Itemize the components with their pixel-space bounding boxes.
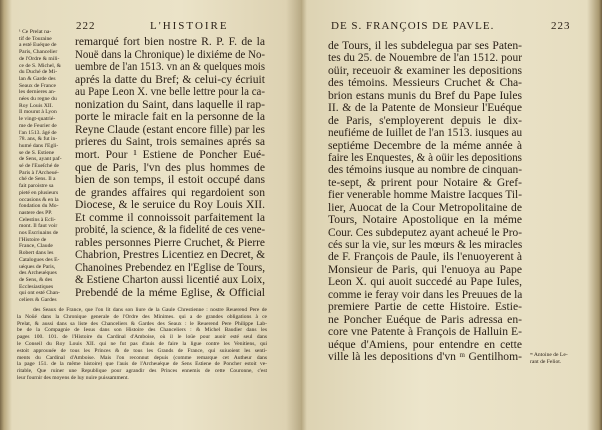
margin-note-line: des Archeuéques — [19, 270, 57, 277]
main-text-line: au Pape Leon X. vne belle lettre pour la ca- — [75, 85, 265, 99]
margin-note-line: 78. ans, & fut in- — [19, 136, 58, 143]
main-text-line: des témoins. Messieurs Cruchet & Cha- — [328, 76, 522, 90]
main-text-line: te-sept, & prirent pour Notaire & Gref- — [328, 175, 522, 189]
margin-note-line: Il mourut à Lyon — [19, 109, 57, 116]
margin-note-line: me de Feurier de — [19, 122, 57, 129]
footnote-line: des Seaux de France, que l'on lit dans son liure de la Gaule Chrestienne : nostre Reuerend Pere de — [33, 307, 267, 313]
main-text-line: de Paris, s'employerent depuis le dix- — [328, 113, 522, 127]
margin-note-line: les dernieres an- — [19, 89, 56, 96]
margin-note-line: France, Claude — [19, 243, 53, 250]
main-text-line: premiere Partie de cette Histoire. Estie- — [328, 300, 522, 314]
main-text-line: que de Paris, l'vn des plus hommes de — [75, 160, 265, 174]
main-text-line: nonization du Saint, dans laquelle il rap- — [75, 97, 265, 111]
main-text-line: tes du 25. de Nouembre de l'an 1512. pour — [328, 51, 522, 65]
margin-note-line: celiers & Gardes — [19, 297, 57, 303]
main-text-line: septiéme Decembre de la méme année à — [328, 138, 522, 152]
main-text-line: bien de son temps, il estoit occupé dans — [75, 173, 265, 187]
margin-note-line: de Sens, & des — [19, 276, 53, 283]
margin-note-line: mont. Il faut voir — [19, 223, 58, 230]
footnote-line: estoit approuuée de tous les Princes & de tous les Grands de France, qui suiuoient les senti- — [17, 347, 267, 354]
margin-note-line: nées du regne du — [19, 96, 57, 102]
margin-note-line: l'an 1513. âgé de — [19, 129, 57, 136]
main-text-line: uéque d'Amiens, pour entendre en cette — [328, 337, 522, 351]
main-text-line: Et comme il connoissoit parfaitement la — [75, 210, 265, 224]
footnote-line: be de la Compagnie de Iesus dans son Histoire des Chanceliers : & Michel Baudier dans les — [17, 327, 267, 334]
main-text-line: rables personnes Pierre Cruchet, & Pierre — [75, 235, 265, 249]
main-text-line: des témoins iusque au nombre de cinquan- — [328, 163, 522, 177]
margin-note-line: tif de Touraine — [19, 35, 52, 42]
margin-note-line: qui ont esté Chan- — [19, 290, 60, 297]
margin-note-line: de Sens, ayant paf- — [19, 156, 62, 163]
main-text-line: remarqué fort bien nostre R. P. F. de la — [75, 35, 265, 48]
main-text-line: oüir, receuoir & examiner les depositions — [328, 63, 522, 77]
margin-note-line: nos Escriuains de — [19, 230, 59, 236]
main-text-line: neufiéme de Iuillet de l'an 1513. iusques au — [328, 126, 523, 140]
main-text-line: Leon X. qui auoit succedé au Pape Iules, — [328, 275, 522, 289]
margin-note-line: pieté en plusieurs — [19, 189, 59, 196]
main-text-line: Reyne Claude (estant encore fille) par les — [75, 122, 265, 136]
main-text-line: comme ie feray voir dans les Preuues de la — [328, 287, 523, 301]
main-text-line: uembre de l'an 1513. vn an & quelques mois — [75, 60, 265, 74]
margin-note-line: uéques de Paris, — [19, 263, 56, 270]
footnote-line: pages 100. 101. de l'Histoire du Cardinal d'Amboise, où il le loüe pour auoir esté seul dans — [17, 334, 267, 341]
margin-note-line: fondation du Mo- — [19, 203, 59, 210]
margin-note-line: nastere des PP. — [19, 209, 53, 216]
main-text-line: cés sur la vie, sur les mœurs & les miracles — [328, 238, 523, 252]
margin-note-line: Celestins à Ecli- — [19, 216, 56, 223]
footnote-line: le Conseil du Roy Louis XII. qui ne fut pas d'auis de faire la ligue contre les Venitiens, qui — [17, 341, 267, 347]
margin-note-line: Seaux de France — [19, 82, 56, 89]
main-text-line: Chanoines Prebendez en l'Eglise de Tours, — [75, 260, 265, 274]
margin-note-line: de l'Ordre & mili- — [19, 55, 60, 62]
margin-note-line: ce de S. Michel, & — [19, 62, 61, 69]
main-text-line: ne Poncher Euéque de Paris adressa en- — [328, 312, 522, 326]
margin-note-line: a esté Euéque de — [19, 42, 57, 49]
main-text-line: probité, la science, & la fidelité de ces vene- — [75, 223, 266, 237]
margin-note-line: Roy Louis XII. — [19, 102, 54, 109]
main-text-line: II. & de la Patente de Monsieur l'Euéque — [328, 101, 522, 115]
footnote-line: la page 151. de la même histoire) que l'auis de l'Archeuéque de Sens Estiene de Poncher estoit ve- — [17, 361, 267, 368]
margin-note-line: Paris, Chancelier — [19, 49, 58, 56]
footnote-line: ritable, Que ruiner une Republique pour agrandir des Princes ennemis de cette Couronne, c'est — [17, 368, 267, 375]
main-text-line: faire les Enquestes, & à oüir les depositions — [328, 150, 522, 164]
margin-note-line: occasions & en la — [19, 196, 59, 203]
margin-note-line: Catalogues des E- — [19, 256, 60, 263]
margin-note-line: ché de Sens. Il a — [19, 176, 56, 183]
footnote-line: la Noüé dans la Chronique generale de l'Ordre des Minimes. qui a de grandes obligations à ce — [17, 313, 267, 320]
running-head-left: L'HISTOIRE — [150, 20, 229, 32]
margin-note-line: le vingt-quatrié- — [19, 116, 56, 123]
margin-note-line: ᵐ Antoine de Le- — [530, 352, 568, 358]
main-text-line: core vne Patente à François de Halluin E- — [328, 325, 522, 339]
main-text-line: de grandes affaires qui regardoient son — [75, 185, 265, 199]
main-text-line: prieres du Saint, trois semaines aprés sa — [75, 135, 265, 149]
right-page — [301, 0, 602, 430]
margin-note-line: se de S. Estiene — [19, 149, 55, 156]
main-text-line: fier venerable homme Maistre Iacques Til- — [328, 188, 522, 202]
main-text-line: Tours, Notaire Apostolique en la méme — [328, 213, 522, 227]
footnote-line: Prelat, & aussi dans sa liste des Chanceliers & Gardes des Seaux : le Reuerend Pere Philippe Lab- — [17, 320, 267, 327]
main-text-line: aprés la datte du Bref; & celui-cy écriuit — [75, 72, 265, 86]
main-text-line: de F. François de Paule, ils l'enuoyerent à — [328, 250, 522, 264]
main-text-line: Nouë dans la Chronique) le dixiéme de No- — [75, 47, 265, 61]
margin-note-line: l'Histoire de — [19, 236, 47, 243]
running-head-right: DE S. FRANÇOIS DE PAVLE. — [331, 20, 495, 32]
margin-note-line: Paris à l'Archeué- — [19, 169, 59, 176]
main-text-line: lier, Auocat de la Cour Metropolitaine de — [328, 200, 522, 214]
main-text-line: porte le miracle fait en la personne de la — [75, 110, 265, 124]
margin-note-line: humé dans l'Egli- — [19, 142, 59, 149]
margin-note-line: du Duché de Mi- — [19, 69, 58, 76]
main-text-line: Diocese, & le seruice du Roy Louis XII. — [75, 198, 265, 212]
main-text-line: & Estiene Charton aussi licentié aux Loix, — [75, 273, 265, 287]
main-text-line: Cour. Ces subdeputez ayant acheué le Pro- — [328, 225, 522, 239]
main-text-line: de Tours, il les subdelegua par ses Paten- — [328, 39, 522, 52]
margin-note-line: rant de Feliot. — [530, 358, 562, 365]
main-text-line: ville là les depositions d'vn ᵐ Gentilhom- — [328, 350, 522, 363]
main-text-line: Prebendé de la méme Eglise, & Official — [75, 286, 265, 299]
margin-note-line: lan & Garde des — [19, 75, 56, 82]
margin-note-line: ¹ Ce Prelat na- — [19, 29, 52, 35]
footnote-line: ments du Cardinal d'Amboise. Mais l'on reconnut depuis (comme remarque cet Autheur dans — [17, 354, 267, 361]
page-number-left: 222 — [76, 20, 96, 32]
page-number-right: 223 — [551, 20, 571, 32]
margin-note-line: Ecclesiastiques — [19, 283, 54, 290]
main-text-line: Chabrion, Prestres Licentiez en Decret, & — [75, 248, 266, 262]
main-text-line: Monsieur de Paris, qui l'enuoya au Pape — [328, 262, 522, 276]
margin-note-line: Robert dans les — [19, 250, 54, 257]
main-text-line: mort. Pour ¹ Estiene de Poncher Eué- — [75, 147, 265, 161]
margin-note-line: fait paroistre sa — [19, 183, 54, 190]
footnote-line: leur fournir des moyens de luy nuire puissamment. — [17, 375, 129, 381]
main-text-line: brion estans munis du Bref du Pape Iules — [328, 88, 522, 102]
margin-note-line: sé de l'Eueſché de — [19, 163, 59, 169]
